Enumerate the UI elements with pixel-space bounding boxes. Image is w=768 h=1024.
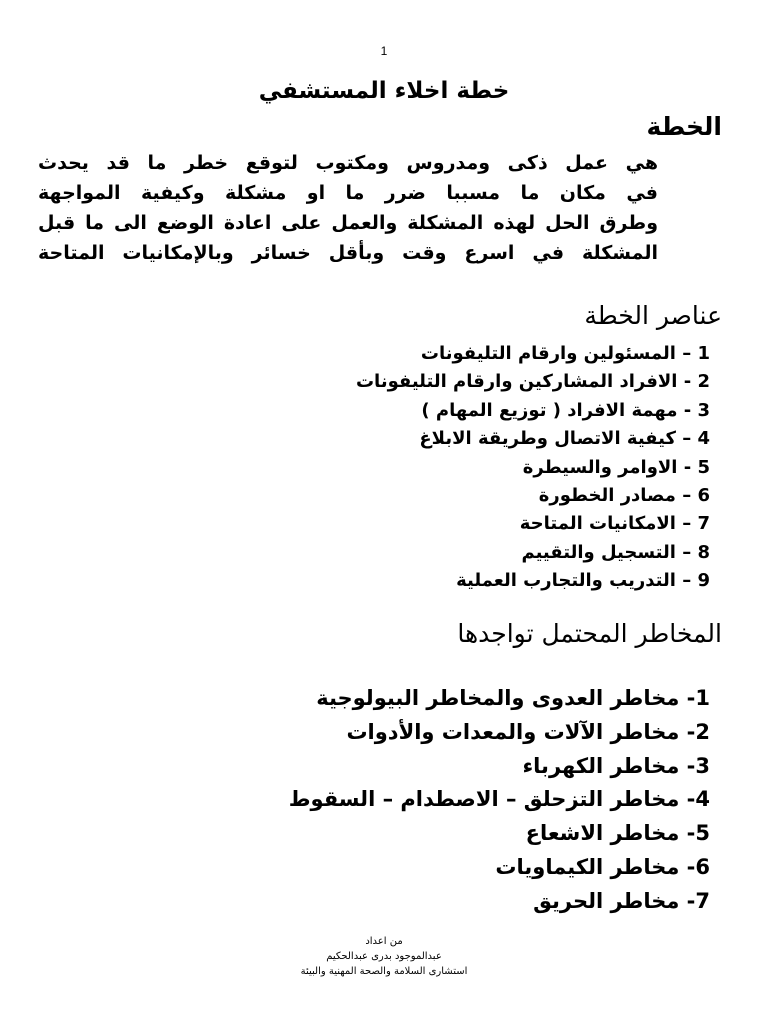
list-item: 9 – التدريب والتجارب العملية xyxy=(456,570,710,592)
plan-line: في مكان ما مسببا ضرر ما او مشكلة وكيفية المواجهة xyxy=(38,182,658,204)
list-item: 7 – الامكانيات المتاحة xyxy=(519,513,710,535)
plan-line: وطرق الحل لهذه المشكلة والعمل على اعادة الوضع الى ما قبل xyxy=(38,212,658,234)
list-item: 6- مخاطر الكيماويات xyxy=(495,854,710,879)
document-title: خطة اخلاء المستشفي xyxy=(258,78,510,104)
list-item: 5 - الاوامر والسيطرة xyxy=(522,456,710,478)
list-item: 1 – المسئولين وارقام التليفونات xyxy=(420,343,710,364)
footer-author-title: استشارى السلامة والصحة المهنية والبيئة xyxy=(300,966,468,977)
list-item: 6 – مصادر الخطورة xyxy=(538,484,710,506)
footer-author-name: عبدالموجود بدرى عبدالحكيم xyxy=(326,951,442,962)
list-item: 8 – التسجيل والتقييم xyxy=(521,541,710,563)
plan-definition xyxy=(38,148,658,268)
list-item: 2- مخاطر الآلات والمعدات والأدوات xyxy=(346,719,710,744)
list-item: 7- مخاطر الحريق xyxy=(533,888,710,913)
hazards-list xyxy=(289,682,710,919)
list-item: 3 - مهمة الافراد ( توزيع المهام ) xyxy=(421,399,710,421)
list-item: 5- مخاطر الاشعاع xyxy=(525,821,710,846)
plan-heading: الخطة xyxy=(646,112,722,141)
elements-heading: عناصر الخطة xyxy=(584,301,722,330)
list-item: 3- مخاطر الكهرباء xyxy=(522,753,710,778)
page-number: 1 xyxy=(380,44,388,58)
plan-line: المشكلة في اسرع وقت وبأقل خسائر وبالإمكانيات المتاحة xyxy=(38,242,658,264)
footer-prepared-by: من اعداد xyxy=(365,936,403,947)
list-item: 1- مخاطر العدوى والمخاطر البيولوجية xyxy=(316,686,710,710)
list-item: 4 – كيفية الاتصال وطريقة الابلاغ xyxy=(419,428,710,450)
author-footer xyxy=(0,934,768,979)
list-item: 2 - الافراد المشاركين وارقام التليفونات xyxy=(355,371,710,393)
hazards-heading: المخاطر المحتمل تواجدها xyxy=(457,619,722,648)
plan-line: هي عمل ذكى ومدروس ومكتوب لتوقع خطر ما قد يحدث xyxy=(38,152,658,174)
elements-list xyxy=(356,340,710,596)
list-item: 4- مخاطر التزحلق – الاصطدام – السقوط xyxy=(288,787,710,812)
